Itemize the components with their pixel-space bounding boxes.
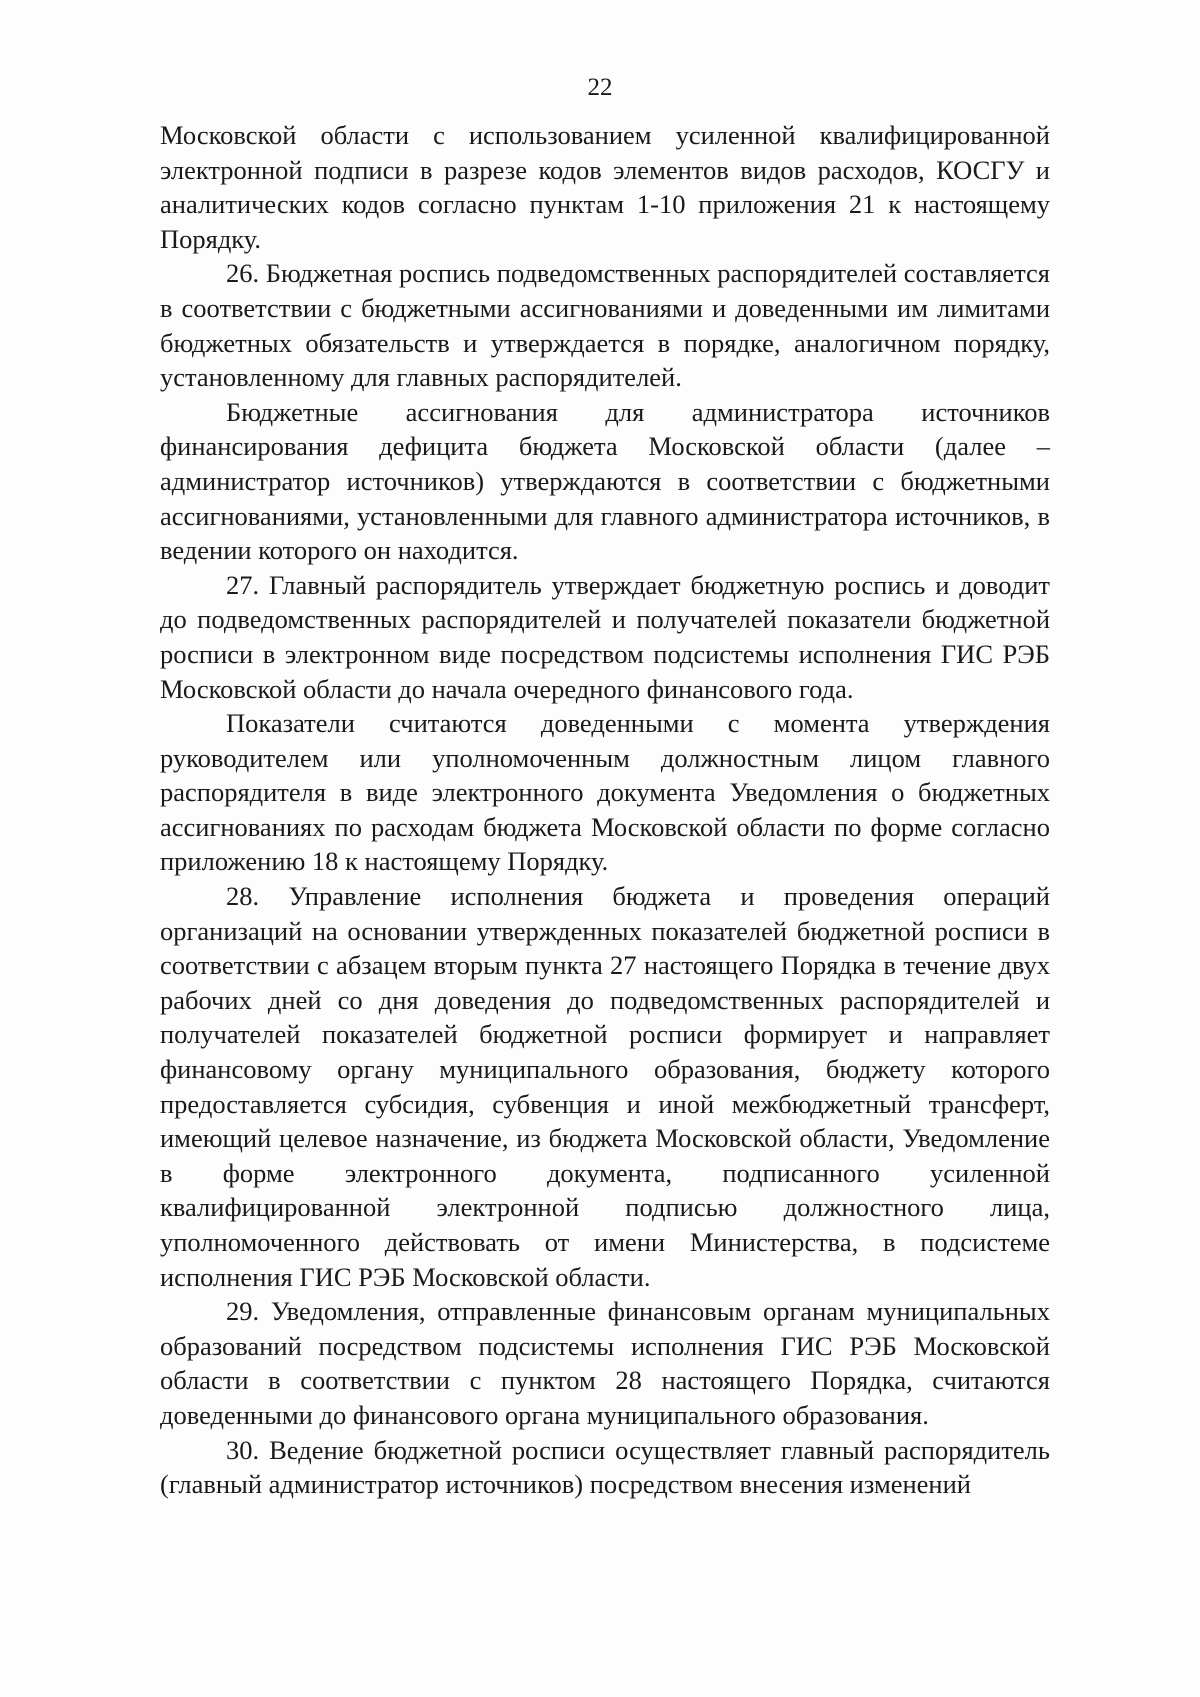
paragraph-27-indicators: Показатели считаются доведенными с момента утверждения руководителем или уполномоченным должностным лицом главного распорядителя в виде электронного документа Уведомления о бюджетных ассигнованиях по расходам бюджета Московской области по форме согласно приложению 18 к настоящему Порядку. [160,708,1050,877]
paragraph-27: 27. Главный распорядитель утверждает бюджетную роспись и доводит до подведомственных распорядителей и получателей показатели бюджетной росписи в электронном виде посредством подсистемы исполнения ГИС РЭБ Московской области до начала очередного финансового года. [160,569,1050,704]
paragraph-30: 30. Ведение бюджетной росписи осуществляет главный распорядитель (главный администратор источников) посредством внесения изменений [160,1434,1050,1500]
paragraph-29: 29. Уведомления, отправленные финансовым органам муниципальных образований посредством подсистемы исполнения ГИС РЭБ Московской области в соответствии с пунктом 28 настоящего Порядка, считаются доведенными до финансового органа муниципального образования. [160,1296,1050,1430]
paragraph-28: 28. Управление исполнения бюджета и проведения операций организаций на основании утвержденных показателей бюджетной росписи в соответствии с абзацем вторым пункта 27 настоящего Порядка в течение двух рабочих дней со дня доведения до подведомственных распорядителей и получателей показателей бюджетной росписи формирует и направляет финансовому органу муниципального образования, бюджету которого предоставляется субсидия, субвенция и иной межбюджетный трансферт, имеющий целевое назначение, из бюджета Московской области, Уведомление в форме электронного документа, подписанного усиленной квалифицированной электронной подписью должностного лица, уполномоченного действовать от имени Министерства, в подсистеме исполнения ГИС РЭБ Московской области. [160,881,1050,1292]
document-body [160,118,1050,1502]
page-number: 22 [587,74,613,101]
paragraph-26: 26. Бюджетная роспись подведомственных распорядителей составляется в соответствии с бюджетными ассигнованиями и доведенными им лимитами бюджетных обязательств и утверждается в порядке, аналогичном порядку, установленному для главных распорядителей. [160,258,1050,393]
paragraph-continuation: Московской области с использованием усиленной квалифицированной электронной подписи в разрезе кодов элементов видов расходов, КОСГУ и аналитических кодов согласно пунктам 1-10 приложения 21 к настоящему Порядку. [160,120,1050,254]
paragraph-26-assignments: Бюджетные ассигнования для администратора источников финансирования дефицита бюджета Московской области (далее – администратор источников) утверждаются в соответствии с бюджетными ассигнованиями, установленными для главного администратора источников, в ведении которого он находится. [160,396,1050,566]
